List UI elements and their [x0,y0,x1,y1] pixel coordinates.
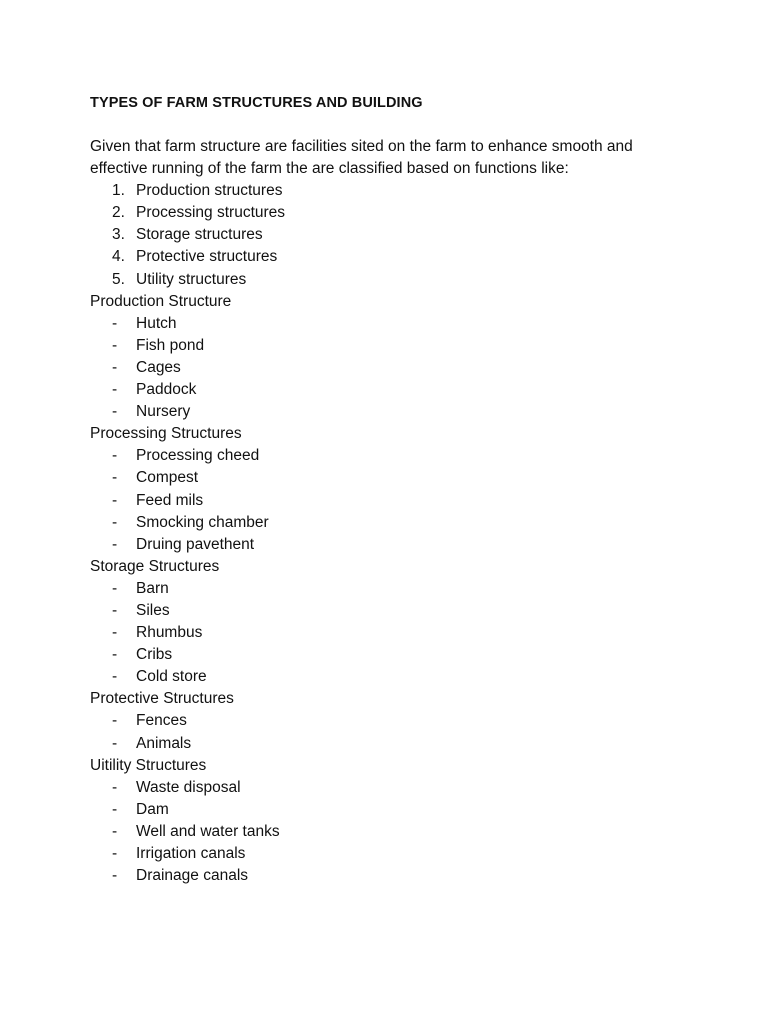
dash-marker: - [112,822,118,840]
list-item [90,467,690,489]
list-number: 2. [112,204,125,222]
dash-marker: - [112,778,118,796]
dash-marker: - [112,358,118,376]
dash-marker: - [112,535,118,553]
list-item [90,666,690,688]
list-item-text: Irrigation canals [136,845,246,862]
document-title: TYPES OF FARM STRUCTURES AND BUILDING [90,95,423,111]
list-item-text: Cold store [136,668,207,686]
production-structure-list [90,313,690,423]
dash-marker: - [112,579,118,597]
list-item [90,600,690,622]
list-item-text: Processing cheed [136,447,260,465]
classification-item [90,246,690,268]
dash-marker: - [112,314,118,332]
list-item [90,622,690,644]
list-item [90,821,690,843]
dash-marker: - [112,601,118,619]
storage-structure-list [90,578,690,688]
classification-item [90,202,690,224]
list-item [90,534,690,556]
processing-structure-list [90,445,690,555]
list-item-text: Smocking chamber [136,513,269,531]
list-item-text: Well and water tanks [136,822,280,840]
list-item-text: Hutch [136,314,177,332]
utility-structure-list [90,777,690,887]
list-number: 1. [112,182,125,200]
classification-list [90,180,690,290]
list-item-text: Waste disposal [136,778,241,796]
list-item [90,490,690,512]
section-heading-processing: Processing Structures [90,425,242,443]
list-item [90,710,690,732]
list-item-text: Fences [136,712,187,730]
section-heading-storage: Storage Structures [90,557,220,575]
dash-marker: - [112,447,118,465]
section-heading-utility: Uitility Structures [90,756,207,774]
list-item [90,578,690,600]
list-item-text: Cribs [136,646,173,664]
list-item-text: Cages [136,358,181,376]
list-item [90,313,690,335]
list-item [90,644,690,666]
dash-marker: - [112,646,118,664]
list-item [90,379,690,401]
list-item-text: Siles [136,601,170,619]
protective-structure-list [90,710,690,754]
dash-marker: - [112,734,118,752]
list-item [90,335,690,357]
list-item [90,401,690,423]
section-heading-production: Production Structure [90,292,232,310]
classification-item [90,224,690,246]
dash-marker: - [112,381,118,399]
classification-item [90,269,690,291]
list-item-text: Rhumbus [136,624,203,642]
dash-marker: - [112,624,118,642]
intro-paragraph: Given that farm structure are facilities sited on the farm to enhance smooth and effective running of the farm the are classified based on functions like: [90,138,633,178]
dash-marker: - [112,845,118,862]
list-item [90,512,690,534]
classification-label: Production structures [136,182,283,200]
list-item-text: Barn [136,579,169,597]
dash-marker: - [112,712,118,730]
list-item [90,445,690,467]
classification-label: Storage structures [136,226,263,244]
list-item-text: Nursery [136,403,191,421]
dash-marker: - [112,668,118,686]
dash-marker: - [112,491,118,509]
list-item [90,733,690,755]
list-item-text: Feed mils [136,491,204,509]
document-body [90,92,690,887]
list-item-text: Animals [136,734,192,752]
list-item [90,865,690,887]
classification-label: Protective structures [136,248,278,266]
list-item [90,357,690,379]
dash-marker: - [112,469,118,487]
dash-marker: - [112,403,118,421]
classification-label: Utility structures [136,270,247,288]
list-item-text: Fish pond [136,336,205,354]
list-item-text: Dam [136,800,169,818]
list-item [90,799,690,821]
list-item-text: Druing pavethent [136,535,255,553]
classification-label: Processing structures [136,204,286,222]
dash-marker: - [112,867,118,885]
list-number: 4. [112,248,125,266]
dash-marker: - [112,336,118,354]
list-item [90,777,690,799]
list-item [90,843,690,865]
section-heading-protective: Protective Structures [90,690,234,708]
list-number: 5. [112,270,125,288]
dash-marker: - [112,800,118,818]
classification-item [90,180,690,202]
list-item-text: Compest [136,469,199,487]
list-item-text: Paddock [136,381,197,399]
dash-marker: - [112,513,118,531]
list-number: 3. [112,226,125,244]
list-item-text: Drainage canals [136,867,249,885]
